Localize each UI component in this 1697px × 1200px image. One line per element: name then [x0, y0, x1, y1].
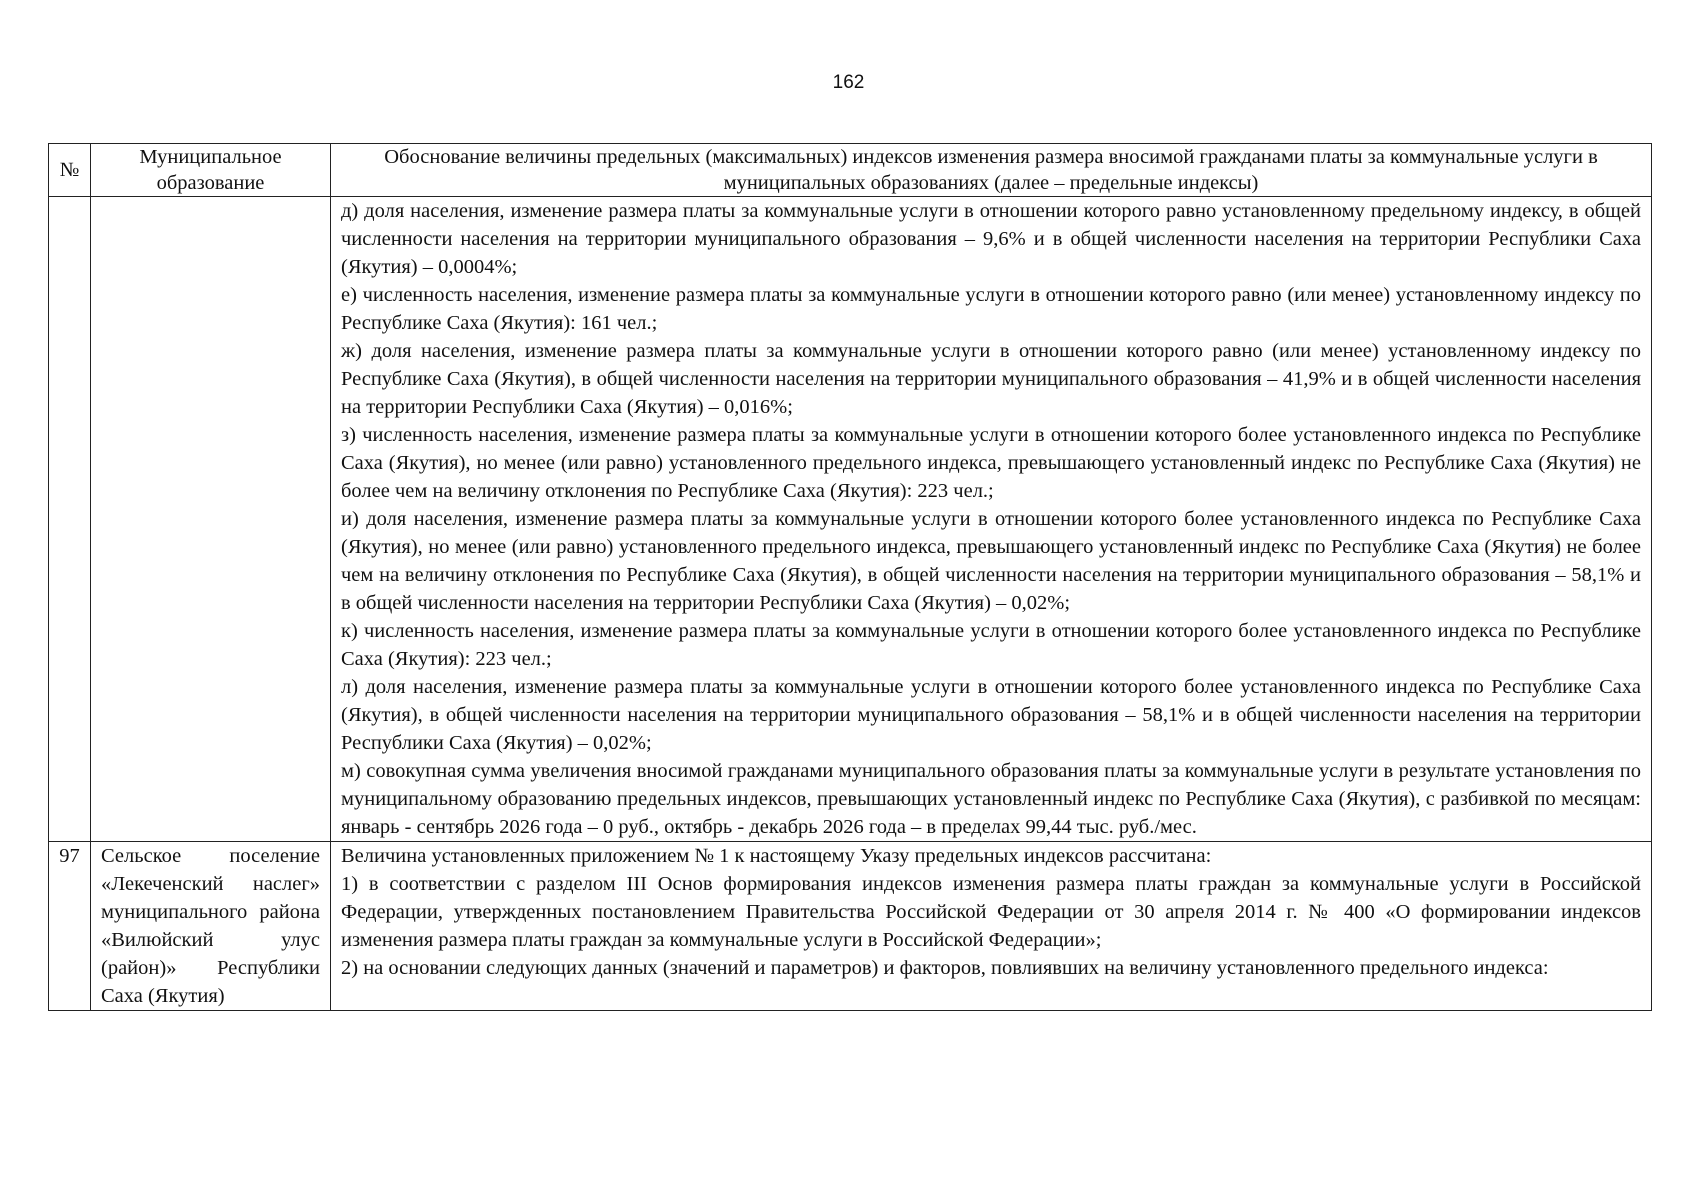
- paragraph-z: з) численность населения, изменение размера платы за коммунальные услуги в отношении которого более установленного индекса по Республике Саха (Якутия), но менее (или равно) установленного предельного индекса, превышающего установленный индекс по Республике Саха (Якутия) не более чем на величину отклонения по Республике Саха (Якутия): 223 чел.;: [341, 424, 1641, 502]
- page-number: 162: [832, 72, 865, 93]
- table-header-row: [49, 144, 1652, 197]
- row-number-cell: [49, 197, 91, 842]
- paragraph-e: е) численность населения, изменение размера платы за коммунальные услуги в отношении которого равно (или менее) установленному индексу по Республике Саха (Якутия): 161 чел.;: [341, 284, 1641, 334]
- row-justification-cell: [331, 197, 1652, 842]
- table-row: [49, 842, 1652, 1011]
- paragraph-m: м) совокупная сумма увеличения вносимой гражданами муниципального образования платы за коммунальные услуги в результате установления по муниципальному образованию предельных индексов, превышающих установленный индекс по Республике Саха (Якутия), с разбивкой по месяцам: январь - сентябрь 2026 года – 0 руб., октябрь - декабрь 2026 года – в пределах 99,44 тыс. руб./мес.: [341, 760, 1641, 838]
- paragraph-intro: Величина установленных приложением № 1 к настоящему Указу предельных индексов рассчитана:: [341, 845, 1212, 867]
- header-justification: Обоснование величины предельных (максимальных) индексов изменения размера вносимой гражданами платы за коммунальные услуги в муниципальных образованиях (далее – предельные индексы): [331, 144, 1652, 197]
- table-row: [49, 197, 1652, 842]
- row-municipality-cell: [91, 197, 331, 842]
- paragraph-zh: ж) доля населения, изменение размера платы за коммунальные услуги в отношении которого равно (или менее) установленному индексу по Республике Саха (Якутия), в общей численности населения на территории муниципального образования – 41,9% и в общей численности населения на территории Республики Саха (Якутия) – 0,016%;: [341, 340, 1641, 418]
- paragraph-1: 1) в соответствии с разделом III Основ формирования индексов изменения размера платы граждан за коммунальные услуги в Российской Федерации, утвержденных постановлением Правительства Российской Федерации от 30 апреля 2014 г. № 400 «О формировании индексов изменения размера платы граждан за коммунальные услуги в Российской Федерации»;: [341, 873, 1641, 951]
- paragraph-i: и) доля населения, изменение размера платы за коммунальные услуги в отношении которого более установленного индекса по Республике Саха (Якутия), но менее (или равно) установленного предельного индекса, превышающего установленный индекс по Республике Саха (Якутия) не более чем на величину отклонения по Республике Саха (Якутия), в общей численности населения на территории муниципального образования – 58,1% и в общей численности населения на территории Республики Саха (Якутия) – 0,02%;: [341, 508, 1641, 614]
- row-justification-cell: [331, 842, 1652, 1011]
- indices-table: [48, 143, 1652, 1011]
- header-municipality: Муниципальное образование: [91, 144, 331, 197]
- paragraph-2: 2) на основании следующих данных (значений и параметров) и факторов, повлиявших на величину установленного предельного индекса:: [341, 957, 1549, 979]
- row-municipality-cell: Сельское поселение «Лекеченский наслег» муниципального района «Вилюйский улус (район)» Республики Саха (Якутия): [91, 842, 331, 1011]
- paragraph-l: л) доля населения, изменение размера платы за коммунальные услуги в отношении которого более установленного индекса по Республике Саха (Якутия), в общей численности населения на территории муниципального образования – 58,1% и в общей численности населения на территории Республики Саха (Якутия) – 0,02%;: [341, 676, 1641, 754]
- paragraph-k: к) численность населения, изменение размера платы за коммунальные услуги в отношении которого более установленного индекса по Республике Саха (Якутия): 223 чел.;: [341, 620, 1641, 670]
- paragraph-d: д) доля населения, изменение размера платы за коммунальные услуги в отношении которого равно установленному предельному индексу, в общей численности населения на территории муниципального образования – 9,6% и в общей численности населения на территории Республики Саха (Якутия) – 0,0004%;: [341, 200, 1641, 278]
- row-number-cell: 97: [49, 842, 91, 1011]
- header-number: №: [49, 144, 91, 197]
